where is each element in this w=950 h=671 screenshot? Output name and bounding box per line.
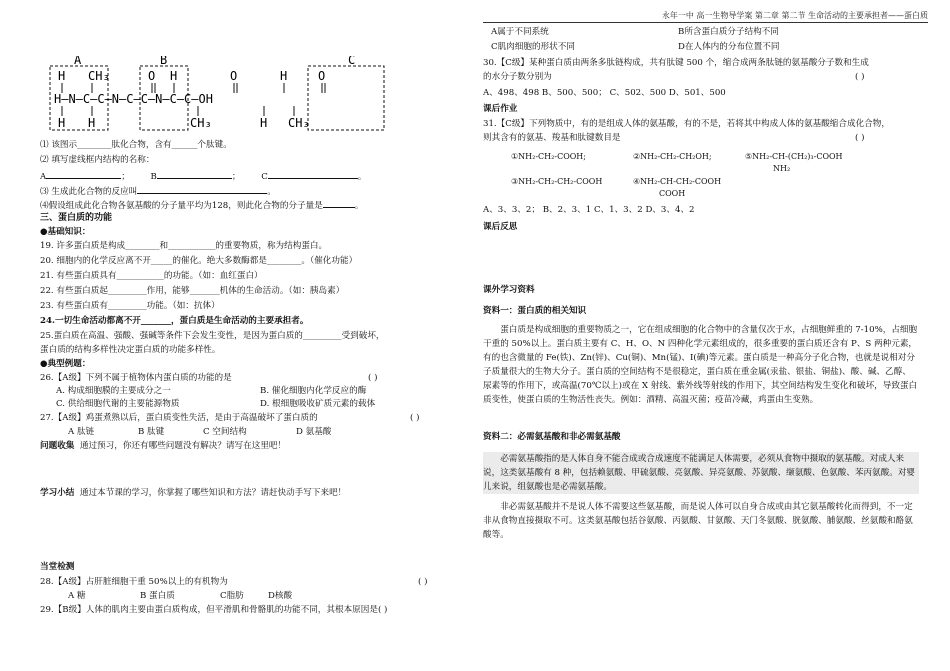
- item-31-substance-2: ②NH₂-CH₂-CH₂OH;: [633, 152, 712, 161]
- q-peptide-type: ⑴ 该图示________肽化合物，含有______个肽键。: [40, 140, 232, 150]
- svg-text:H: H: [280, 69, 288, 83]
- item-31-line2: 则其含有的氨基、羧基和肽键数目是: [483, 133, 621, 143]
- item-25-line2: 蛋白质的结构多样性决定蛋白质的功能多样性。: [40, 345, 221, 355]
- tripeptide-structure-diagram: [48, 56, 388, 136]
- svg-text:H: H: [88, 116, 96, 130]
- svg-text:O: O: [230, 69, 238, 83]
- item-27-option-c: C 空间结构: [203, 427, 247, 437]
- item-31-line1: 31.【C级】下列物质中，有的是组成人体的氨基酸，有的不是，若将其中构成人体的氨基酸缩合成化合物，: [483, 119, 890, 129]
- label-a: A: [74, 56, 82, 67]
- reflection-heading: 课后反思: [483, 222, 518, 232]
- typical-examples-heading: ●典型例题：: [40, 359, 91, 369]
- item-31-substance-5: ④NH₂-CH-CH₂-COOH: [633, 177, 722, 186]
- item-31-substance-1: ①NH₂-CH₂-COOH;: [511, 152, 586, 161]
- answer-blank-reaction[interactable]: [137, 185, 267, 194]
- item-26-answer: ( ): [368, 373, 378, 383]
- item-27-option-b: B 肽键: [138, 427, 165, 437]
- item-28-answer: ( ): [418, 577, 428, 587]
- item-19: 19. 许多蛋白质是构成________和___________的重要物质，称为结构蛋白。: [40, 241, 328, 251]
- item-27: 27.【A级】鸡蛋煮熟以后，蛋白质变性失活，是由于高温破坏了蛋白质的: [40, 413, 318, 423]
- item-30-options: A、498、498 B、500、500； C、502、500 D、501、500: [483, 88, 726, 98]
- item-25-line1: 25.蛋白质在高温、强酸、强碱等条件下会发生变性，是因为蛋白质的_________受到破坏，: [40, 331, 385, 341]
- item-22: 22. 有些蛋白质起_________作用，能够_______机体的生命活动。（如：胰岛素）: [40, 286, 345, 296]
- item-29-option-b: B所含蛋白质分子结构不同: [678, 27, 779, 37]
- label-c: C: [348, 56, 356, 67]
- item-28-option-b: B 蛋白质: [140, 591, 175, 601]
- item-31-substance-3: ⑤NH₂-CH-(CH₂)₃-COOH: [745, 152, 843, 161]
- item-24: 24.一切生命活动都离不开_______，蛋白质是生命活动的主要承担者。: [40, 316, 309, 326]
- item-26-option-b: B. 催化细胞内化学反应的酶: [260, 386, 367, 396]
- learning-summary: 学习小结 通过本节课的学习，你掌握了哪些知识和方法？请赶快动手写下来吧！: [40, 488, 347, 498]
- item-29: 29.【B级】人体的肌肉主要由蛋白质构成，但平滑肌和骨骼肌的功能不同，其根本原因是( ): [40, 605, 388, 615]
- q-box-answers: A ； B ； C 。: [40, 172, 367, 182]
- item-27-option-a: A 肽链: [68, 427, 95, 437]
- item-21: 21. 有些蛋白质具有___________的功能。（如：血红蛋白）: [40, 271, 263, 281]
- q-box-names: ⑵ 填写虚线框内结构的名称：: [40, 155, 155, 165]
- item-31-substance-3-branch: NH₂: [773, 164, 791, 173]
- section-protein-functions: 三、蛋白质的功能: [40, 213, 113, 223]
- in-class-test-heading: 当堂检测: [40, 562, 75, 572]
- material-2-text-1: 必需氨基酸指的是人体自身不能合成或合成速度不能满足人体需要，必须从食物中摄取的氨基酸。对成人来说，这类氨基酸有 8 种，包括赖氨酸、甲硫氨酸、亮氨酸、异亮氨酸、苏氨酸、缬氨酸、色氨酸、苯丙氨酸。对婴儿来说，组氨酸也是必需氨基酸。: [483, 452, 919, 494]
- header-rule: [483, 22, 928, 23]
- material-1-text: 蛋白质是构成细胞的重要物质之一，它在组成细胞的化合物中的含量仅次于水，占细胞鲜重的 7-10%，占细胞干重的 50%以上。蛋白质主要有 C、H、O、N 四种化学元素组成的，很多重要的蛋白质还含有 P、S 两种元素，有的也含微量的 Fe(铁)、Zn(锌)、Cu(铜)、Mn(锰)、I(碘)等元素。蛋白质是一种高分子化合物，也就是说相对分子质量很大的生物大分子。蛋白质的空间结构不是很稳定，蛋白质在重金属(汞盐、银盐、铜盐)、酸、碱、乙醇、尿素等的作用下，或高温(70℃以上)或在 X 射线、紫外线等射线的作用下，其空间结构发生变化和破坏，导致蛋白质变性，使蛋白质的生物活性丧失。例如：酒精、高温灭菌；疫苗冷藏，鸡蛋由生变熟。: [483, 325, 918, 405]
- item-26-option-d: D. 根细胞吸收矿质元素的载体: [260, 399, 376, 409]
- answer-blank-b[interactable]: [157, 170, 232, 179]
- q-molecular-weight: ⑷假设组成此化合物各氨基酸的分子量平均为128，则此化合物的分子量是 。: [40, 201, 364, 211]
- item-27-answer: ( ): [410, 413, 420, 423]
- svg-text:H: H: [58, 116, 66, 130]
- item-30-line2: 的水分子数分别为: [483, 72, 552, 82]
- item-26: 26.【A级】下列不属于植物体内蛋白质的功能的是: [40, 373, 232, 383]
- material-1-title: 资料一：蛋白质的相关知识: [483, 306, 587, 316]
- answer-blank-a[interactable]: [46, 170, 121, 179]
- extra-materials-heading: 课外学习资料: [483, 285, 535, 295]
- item-28-option-a: A 糖: [68, 591, 86, 601]
- item-31-substance-4: ③NH₂-CH₂-CH₂-COOH: [511, 177, 603, 186]
- page-header: 永年一中 高一生物导学案 第二章 第二节 生命活动的主要承担者——蛋白质: [661, 11, 928, 20]
- svg-text:H: H: [58, 69, 66, 83]
- homework-heading: 课后作业: [483, 104, 518, 114]
- item-28-option-d: D核酸: [268, 591, 293, 601]
- item-26-option-c: C. 供给细胞代谢的主要能源物质: [56, 399, 180, 409]
- answer-blank-weight[interactable]: [323, 199, 355, 208]
- svg-text:O: O: [318, 69, 326, 83]
- answer-blank-c[interactable]: [268, 170, 358, 179]
- item-30-line1: 30.【C级】某种蛋白质由两条多肽链构成，共有肽键 500 个，缩合成两条肽链的氨基酸分子数和生成: [483, 58, 869, 68]
- item-28-option-c: C脂肪: [220, 591, 244, 601]
- material-2-title: 资料二：必需氨基酸和非必需氨基酸: [483, 432, 621, 442]
- basic-knowledge-heading: ●基础知识：: [40, 227, 91, 237]
- item-29-option-a: A属于不同系统: [491, 27, 549, 37]
- item-31-answer: ( ): [855, 133, 865, 143]
- svg-text:CH₃: CH₃: [288, 116, 310, 130]
- item-31-substance-5-branch: COOH: [659, 189, 686, 198]
- item-29-option-c: C肌肉细胞的形状不同: [491, 42, 575, 52]
- svg-text:H: H: [170, 69, 178, 83]
- item-31-options: A、3、3、2； B、2、3、1 C、1、3、2 D、3、4、2: [483, 205, 695, 215]
- item-26-option-a: A. 构成细胞膜的主要成分之一: [56, 386, 171, 396]
- item-29-option-d: D在人体内的分布位置不同: [678, 42, 780, 52]
- svg-text:O: O: [148, 69, 156, 83]
- item-23: 23. 有些蛋白质有_________功能。（如：抗体）: [40, 301, 220, 311]
- item-28: 28.【A级】占肝脏细胞干重 50%以上的有机物为: [40, 577, 228, 587]
- q-reaction-name: ⑶ 生成此化合物的反应叫 。: [40, 187, 276, 197]
- svg-text:H: H: [260, 116, 268, 130]
- svg-text:H—N—C—C—N—C—C—N—C—C—OH: H—N—C—C—N—C—C—N—C—C—OH: [54, 92, 213, 106]
- item-27-option-d: D 氨基酸: [296, 427, 332, 437]
- label-b: B: [160, 56, 168, 67]
- material-2-text-2: 非必需氨基酸并不是说人体不需要这些氨基酸，而是说人体可以自身合成或由其它氨基酸转化而得到，不一定非从食物直接摄取不可。这类氨基酸包括谷氨酸、丙氨酸、甘氨酸、天门冬氨酸、胱氨酸、脯氨酸、丝氨酸和酪氨酸等。: [483, 502, 913, 540]
- item-20: 20. 细胞内的化学反应离不开_____的催化。绝大多数酶都是________。（催化功能）: [40, 256, 358, 266]
- item-30-answer: ( ): [855, 72, 865, 82]
- svg-text:CH₃: CH₃: [190, 116, 212, 130]
- question-collection: 问题收集 通过预习，你还有哪些问题没有解决？请写在这里吧！: [40, 441, 287, 451]
- svg-text:CH₃: CH₃: [88, 69, 110, 83]
